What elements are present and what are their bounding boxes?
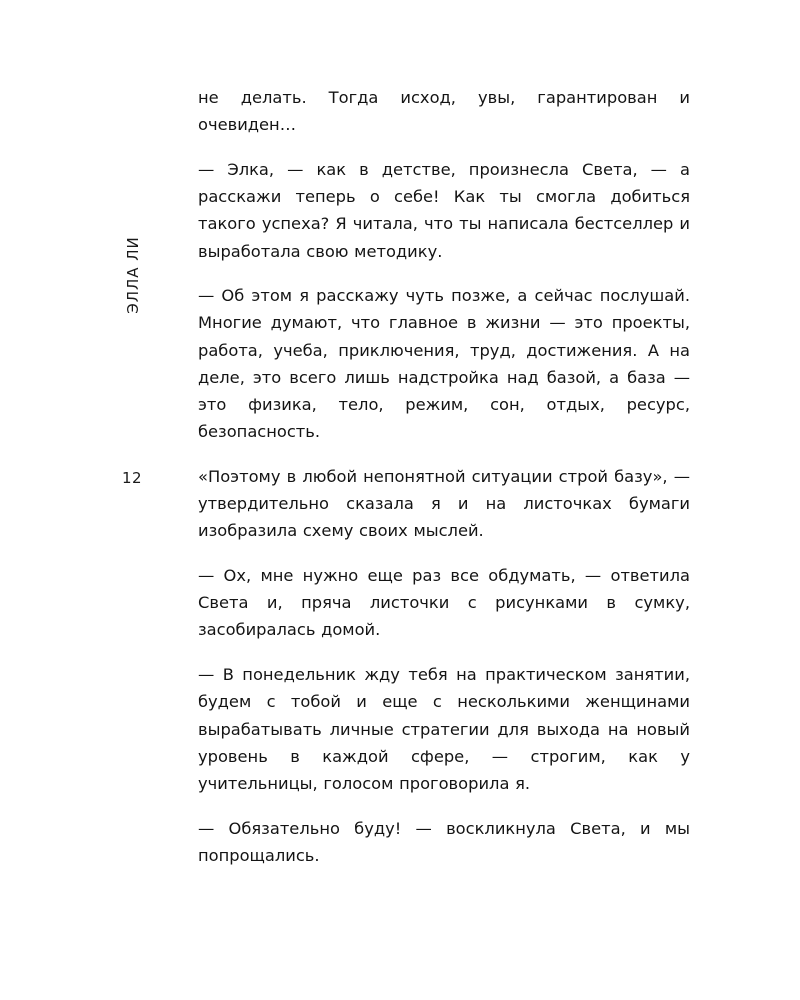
- page-number: 12: [122, 469, 143, 487]
- paragraph: — Обязательно буду! — воскликнула Света, и мы попрощались.: [198, 818, 690, 865]
- running-head: [121, 233, 145, 317]
- paragraph: — Элка, — как в детстве, произнесла Света, — а расскажи теперь о себе! Как ты смогла добиться такого успеха? Я читала, что ты написала бестселлер и выработала свою методику.: [198, 159, 690, 261]
- paragraph: «Поэтому в любой непонятной ситуации строй базу», — утвердительно сказала я и на листочках бумаги изобразила схему своих мыслей.: [198, 466, 690, 541]
- author-name: ЭЛЛА ЛИ: [124, 236, 142, 314]
- paragraph: — Ох, мне нужно еще раз все обдумать, — ответила Света и, пряча листочки с рисунками в сумку, засобиралась домой.: [198, 566, 690, 640]
- body-text: [198, 84, 690, 869]
- paragraph: не делать. Тогда исход, увы, гарантирован и очевиден…: [198, 88, 690, 135]
- paragraph: — Об этом я расскажу чуть позже, а сейчас послушай. Многие думают, что главное в жизни — это проекты, работа, учеба, приключения, труд, достижения. А на деле, это всего лишь надстройка над базой, а база — это физика, тело, режим, сон, отдых, ресурс, безопасность.: [198, 286, 690, 442]
- paragraph: — В понедельник жду тебя на практическом занятии, будем с тобой и еще с несколькими женщинами вырабатывать личные стратегии для выхода на новый уровень в каждой сфере, — строгим, как у учительницы, голосом проговорила я.: [198, 665, 690, 793]
